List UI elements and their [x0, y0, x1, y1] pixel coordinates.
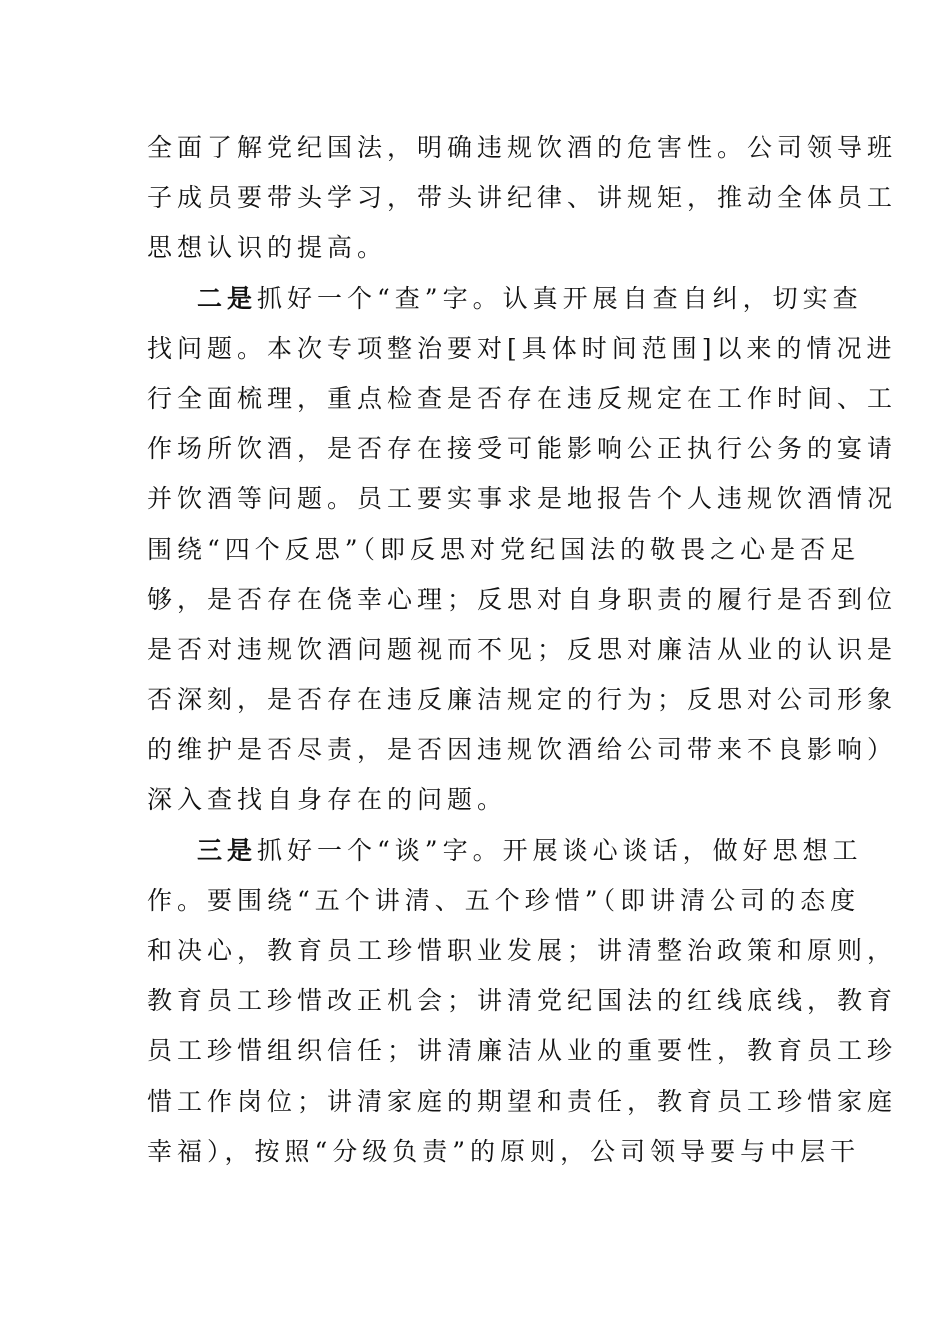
- paragraph-study: [147, 123, 898, 274]
- text-line: 幸福），按照“分级负责”的原则，公司领导要与中层干: [147, 1136, 861, 1166]
- text-line: 找问题。本次专项整治要对[具体时间范围]以来的情况进: [147, 333, 897, 363]
- paragraph-talk: [147, 826, 898, 1177]
- text-line: 围绕“四个反思”（即反思对党纪国法的敬畏之心是否足: [147, 534, 861, 564]
- paragraph-lead: 三是: [197, 835, 258, 865]
- paragraph-lead: 二是: [197, 283, 258, 313]
- text-line: 和决心，教育员工珍惜职业发展；讲清整治政策和原则，: [147, 936, 898, 965]
- text-fragment: 抓好一个“谈”字。开展谈心谈话，做好思想工: [257, 835, 863, 865]
- text-line: 惜工作岗位；讲清家庭的期望和责任，教育员工珍惜家庭: [147, 1086, 898, 1116]
- text-line: 是否对违规饮酒问题视而不见；反思对廉洁从业的认识是: [147, 634, 898, 664]
- text-line: 深入查找自身存在的问题。: [147, 785, 508, 815]
- text-line: 思想认识的提高。: [147, 233, 388, 263]
- document-body: [147, 123, 898, 1177]
- text-line: 全面了解党纪国法，明确违规饮酒的危害性。公司领导班: [147, 133, 898, 162]
- text-line: 够，是否存在侥幸心理；反思对自身职责的履行是否到位: [147, 584, 898, 614]
- text-line-first: [147, 826, 863, 876]
- text-fragment: 抓好一个“查”字。认真开展自查自纠，切实查: [257, 283, 863, 313]
- text-line: 员工珍惜组织信任；讲清廉洁从业的重要性，教育员工珍: [147, 1036, 898, 1066]
- text-line-first: [147, 274, 863, 324]
- text-line: 子成员要带头学习，带头讲纪律、讲规矩，推动全体员工: [147, 183, 898, 213]
- text-line: 否深刻，是否存在违反廉洁规定的行为；反思对公司形象: [147, 685, 898, 715]
- text-line: 并饮酒等问题。员工要实事求是地报告个人违规饮酒情况: [147, 484, 898, 514]
- text-line: 的维护是否尽责，是否因违规饮酒给公司带来不良影响）: [147, 735, 898, 765]
- text-line: 行全面梳理，重点检查是否存在违反规定在工作时间、工: [147, 383, 898, 413]
- text-line: 作。要围绕“五个讲清、五个珍惜”（即讲清公司的态度: [147, 885, 861, 915]
- paragraph-check: [147, 274, 898, 826]
- text-line: 作场所饮酒，是否存在接受可能影响公正执行公务的宴请: [147, 434, 898, 464]
- text-line: 教育员工珍惜改正机会；讲清党纪国法的红线底线，教育: [147, 986, 898, 1016]
